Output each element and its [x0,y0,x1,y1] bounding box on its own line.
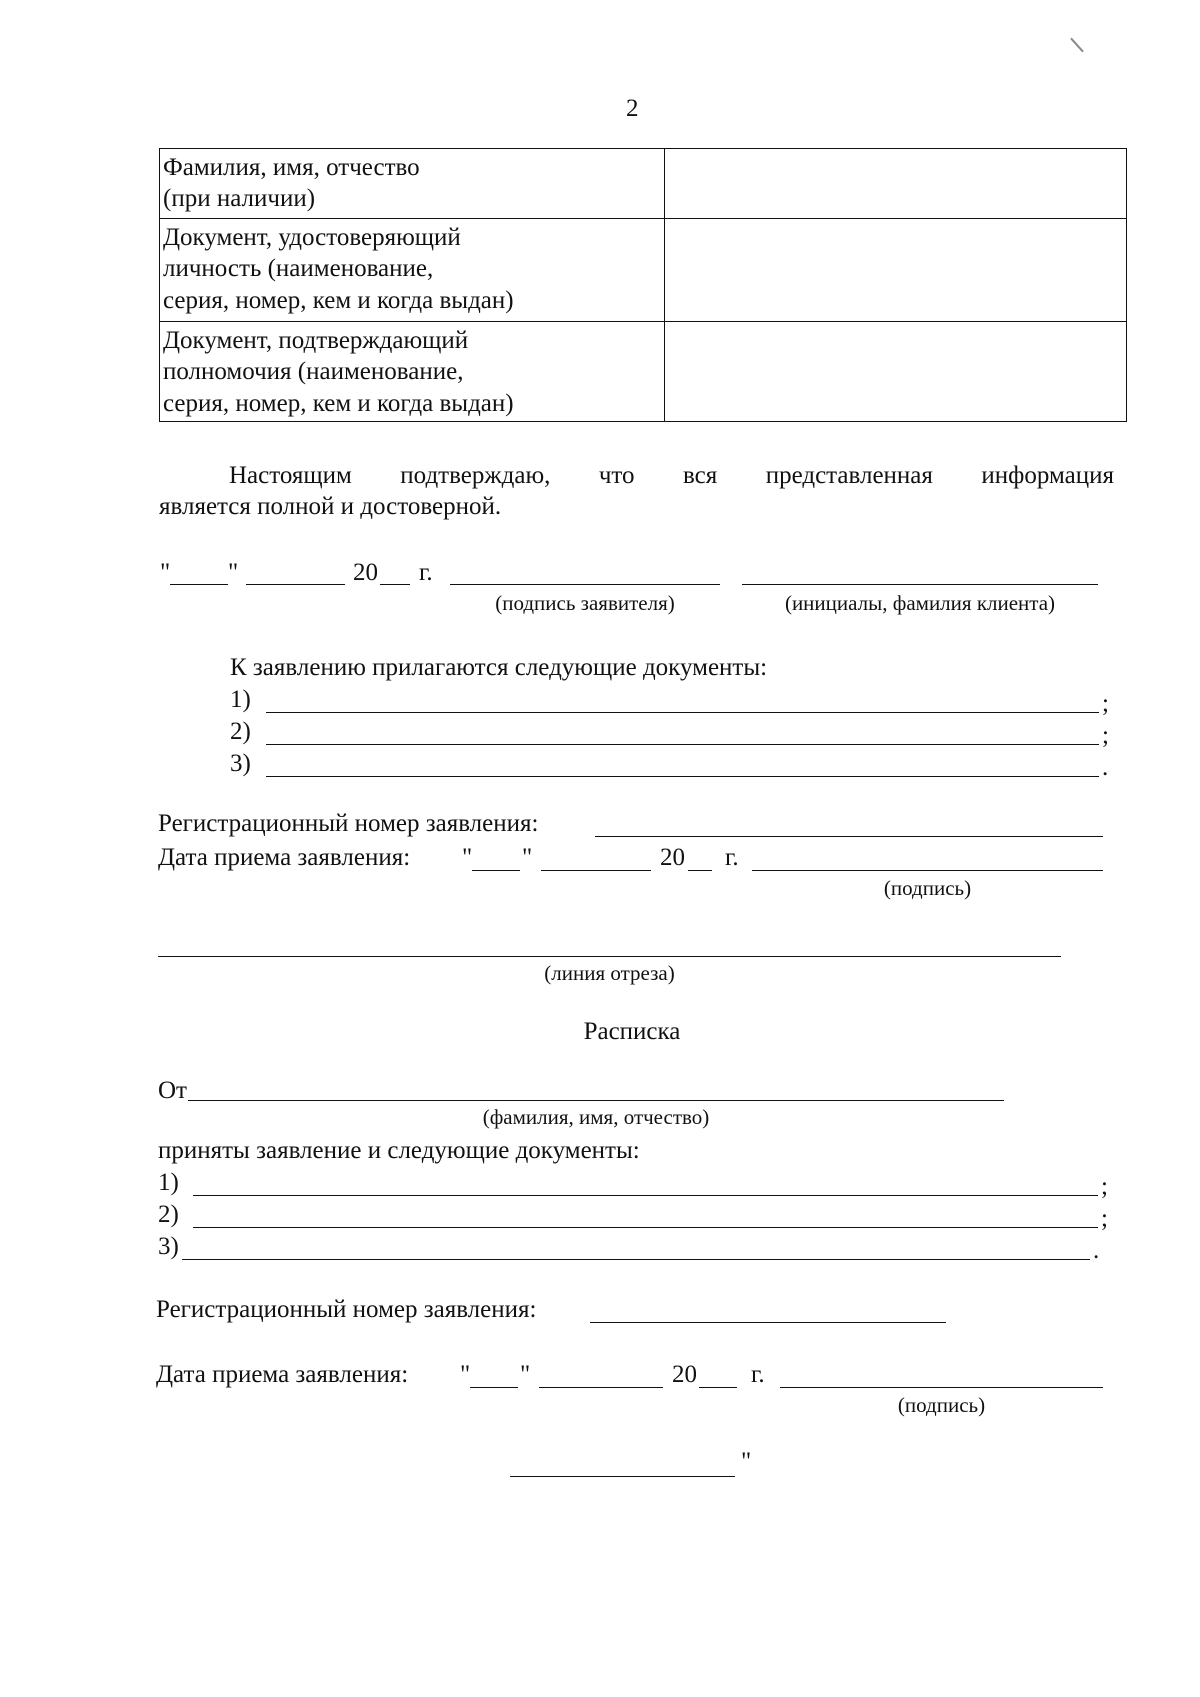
receipt-item-1-end: ; [1101,1173,1108,1200]
attachment-item-2-end: ; [1102,722,1109,749]
receipt-date-open-quote: " [462,844,473,871]
date-year-blank[interactable] [380,584,410,585]
attachment-item-1-end: ; [1102,690,1109,717]
attachment-item-1-blank[interactable] [266,712,1099,713]
receipt-item-1-blank[interactable] [193,1195,1098,1196]
client-name-blank[interactable] [742,584,1098,585]
receipt-item-3-blank[interactable] [182,1259,1090,1260]
cut-line-caption: (линия отреза) [544,961,675,985]
full-name-field[interactable] [665,149,1127,219]
row-label-authority-document: Документ, подтверждающий полномочия (наименование, серия, номер, кем и когда выдан) [160,322,665,422]
table-row [160,219,1127,322]
receipt-signature-blank[interactable] [752,870,1103,871]
date-month-blank[interactable] [246,584,345,585]
receipt-acceptance-day-blank[interactable] [470,1387,518,1388]
receipt-item-2-end: ; [1101,1205,1108,1232]
receipt-acceptance-year-blank[interactable] [699,1387,737,1388]
attachment-item-3-number: 3) [230,750,251,777]
attachment-item-3-end: . [1102,754,1109,781]
row-label-identity-document: Документ, удостоверяющий личность (наименование, серия, номер, кем и когда выдан) [160,219,665,322]
receipt-registration-number-blank[interactable] [590,1322,946,1323]
confirmation-line-2: является полной и достоверной. [159,493,502,521]
receipt-acceptance-signature-blank[interactable] [780,1387,1103,1388]
client-name-caption: (инициалы, фамилия клиента) [784,591,1056,615]
applicant-signature-blank[interactable] [450,584,720,585]
receipt-date-day-blank[interactable] [472,870,520,871]
receipt-date-month-blank[interactable] [541,870,651,871]
receipt-date-year-suffix: г. [725,844,739,871]
table-row [160,322,1127,422]
closing-quote: " [741,1448,752,1475]
scan-artifact-mark [1070,38,1084,53]
receipt-acceptance-month-blank[interactable] [539,1387,663,1388]
applicant-signature-caption: (подпись заявителя) [495,591,675,615]
cut-line [158,956,1061,957]
date-open-quote: " [160,559,171,586]
receipt-acceptance-signature-caption: (подпись) [897,1393,986,1417]
receipt-item-2-blank[interactable] [193,1227,1098,1228]
receipt-item-1-number: 1) [158,1169,179,1196]
confirmation-paragraph [159,460,1114,523]
registration-number-blank[interactable] [595,836,1103,837]
confirmation-line-1: Настоящим подтверждаю, что вся представленная информация [229,462,1114,489]
attachment-item-2-number: 2) [230,718,251,745]
receipt-date-year-prefix: 20 [660,844,685,871]
page-number: 2 [626,95,639,122]
receipt-from-label: От [158,1077,187,1104]
receipt-date-close-quote: " [522,844,533,871]
attachments-heading: К заявлению прилагаются следующие документы: [230,654,768,681]
authority-document-field[interactable] [665,322,1127,422]
receipt-acceptance-year-suffix: г. [751,1361,765,1388]
receipt-item-3-end: . [1093,1237,1100,1264]
receipt-from-blank[interactable] [188,1100,1004,1101]
receipt-acceptance-date-label: Дата приема заявления: [156,1361,409,1388]
receipt-accepted-text: приняты заявление и следующие документы: [158,1137,640,1164]
receipt-acceptance-year-prefix: 20 [672,1361,697,1388]
receipt-from-caption: (фамилия, имя, отчество) [482,1105,710,1129]
receipt-title: Расписка [583,1018,681,1045]
row-label-full-name: Фамилия, имя, отчество (при наличии) [160,149,665,219]
registration-number-label: Регистрационный номер заявления: [158,810,539,837]
receipt-item-2-number: 2) [158,1201,179,1228]
attachment-item-2-blank[interactable] [266,744,1099,745]
table-row [160,149,1127,219]
attachment-item-3-blank[interactable] [266,776,1099,777]
receipt-registration-number-label: Регистрационный номер заявления: [156,1296,537,1323]
date-year-suffix: г. [419,559,433,586]
receipt-acceptance-close-quote: " [520,1361,531,1388]
date-close-quote: " [228,559,239,586]
receipt-acceptance-open-quote: " [460,1361,471,1388]
receipt-date-label: Дата приема заявления: [158,844,411,871]
receipt-date-year-blank[interactable] [688,870,712,871]
identity-document-field[interactable] [665,219,1127,322]
closing-blank [510,1476,735,1477]
date-day-blank[interactable] [170,584,228,585]
identity-table [159,148,1127,422]
receipt-item-3-number: 3) [158,1233,179,1260]
receipt-signature-caption: (подпись) [883,876,972,900]
date-year-prefix: 20 [353,559,378,586]
attachment-item-1-number: 1) [230,686,251,713]
